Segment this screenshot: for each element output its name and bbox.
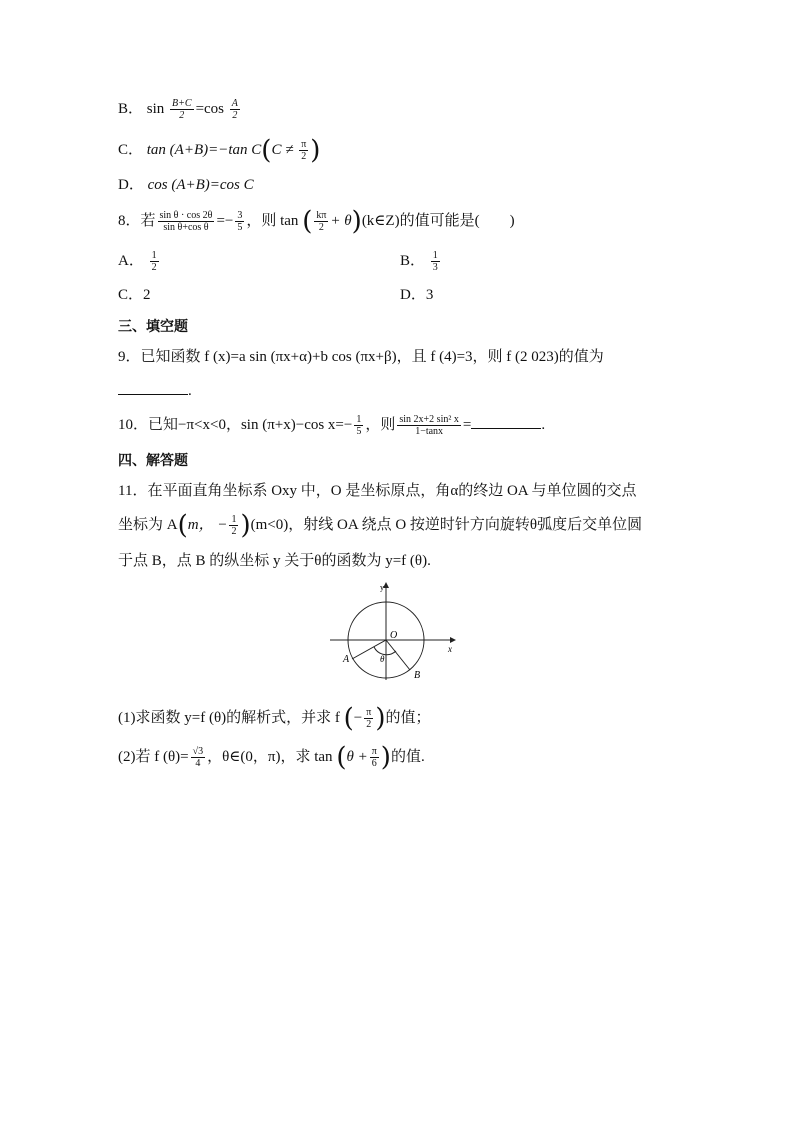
section-heading-fill-blank: 三、填空题 <box>118 319 188 335</box>
label-theta: θ <box>380 654 385 664</box>
question-11-part-1: (1)求函数 y=f (θ)的解析式，并求 f (− $\frac{\pi}{2}$ )的值； <box>118 703 431 734</box>
choice-c: C．2 <box>118 287 151 303</box>
fraction: $\frac{\text{sin θ · cos 2θ}}{\text{sin θ+cos θ}}$ <box>159 210 213 234</box>
fraction: $\frac{\pi}{6}$ <box>371 746 377 770</box>
fraction: $\frac{\pi}{2}$ <box>366 707 372 731</box>
question-11-part-2: (2)若 f (θ)= $\frac{√3}{4}$ ，θ∈(0，π)，求 tan (θ + $\frac{\pi}{6}$ )的值. <box>118 742 425 773</box>
question-11-line-1: 11．在平面直角坐标系 Oxy 中，O 是坐标原点，角α的终边 OA 与单位圆的交点 <box>118 483 637 499</box>
fraction: $\frac{1}{2}$ <box>151 250 157 274</box>
question-11-line-2: 坐标为 A(m， − $\frac{1}{2}$ )(m<0)，射线 OA 绕点 O 按逆时针方向旋转θ弧度后交单位圆 <box>118 510 643 541</box>
label-a: A <box>343 654 350 665</box>
option-c: C． tan (A+B)=−tan C(C ≠ $\frac{\pi}{2}$ ) <box>118 135 321 166</box>
label-y: y <box>380 583 384 592</box>
choice-d: D．3 <box>400 287 434 303</box>
fraction: $\frac{1}{5}$ <box>356 414 362 438</box>
fraction: $\frac{k\pi}{2}$ <box>316 210 327 234</box>
label-o: O <box>390 630 398 641</box>
option-d: D． cos (A+B)=cos C <box>118 177 254 193</box>
fraction: $\frac{A}{2}$ <box>231 98 238 122</box>
label-x: x <box>448 644 452 654</box>
unit-circle-figure <box>330 580 460 682</box>
fraction: $\frac{B+C}{2}$ <box>172 98 192 122</box>
fraction: $\frac{√3}{4}$ <box>192 746 204 770</box>
choice-b: B． $\frac{1}{3}$ <box>400 250 438 274</box>
fraction: $\frac{\pi}{2}$ <box>301 139 307 163</box>
question-9-blank: . <box>118 380 192 402</box>
question-9: 9．已知函数 f (x)=a sin (πx+α)+b cos (πx+β)，且 f (4)=3，则 f (2 023)的值为 <box>118 349 604 365</box>
fraction: $\frac{\text{sin 2x+2 sin² x}}{1-\tan x}$ <box>399 414 459 438</box>
question-8: 8．若 $\frac{\text{sin θ · cos 2θ}}{\text{sin θ+cos θ}}$ =− $\frac{3}{5}$ ，则 tan ( $\frac{k\pi}{2}$ + θ)(k∈Z)的值可能是( ) <box>118 206 515 237</box>
label-b: B <box>414 670 421 681</box>
fraction: $\frac{3}{5}$ <box>237 210 243 234</box>
choice-a: A． $\frac{1}{2}$ <box>118 250 157 274</box>
fraction: $\frac{1}{3}$ <box>432 250 438 274</box>
question-11-line-3: 于点 B，点 B 的纵坐标 y 关于θ的函数为 y=f (θ). <box>118 553 431 569</box>
question-10: 10．已知−π<x<0，sin (π+x)−cos x=− $\frac{1}{5}$ ，则 $\frac{\text{sin 2x+2 sin² x}}{1-\tan x}$ = . <box>118 414 546 438</box>
option-b: B． sin $\frac{B+C}{2}$ =cos $\frac{A}{2}$ <box>118 98 238 122</box>
section-heading-solve: 四、解答题 <box>118 453 188 469</box>
x-arrow-icon <box>450 637 456 643</box>
fraction: $\frac{1}{2}$ <box>231 514 237 538</box>
ray-ob <box>386 640 410 670</box>
answer-blank[interactable] <box>471 416 541 429</box>
answer-blank[interactable] <box>118 382 188 395</box>
